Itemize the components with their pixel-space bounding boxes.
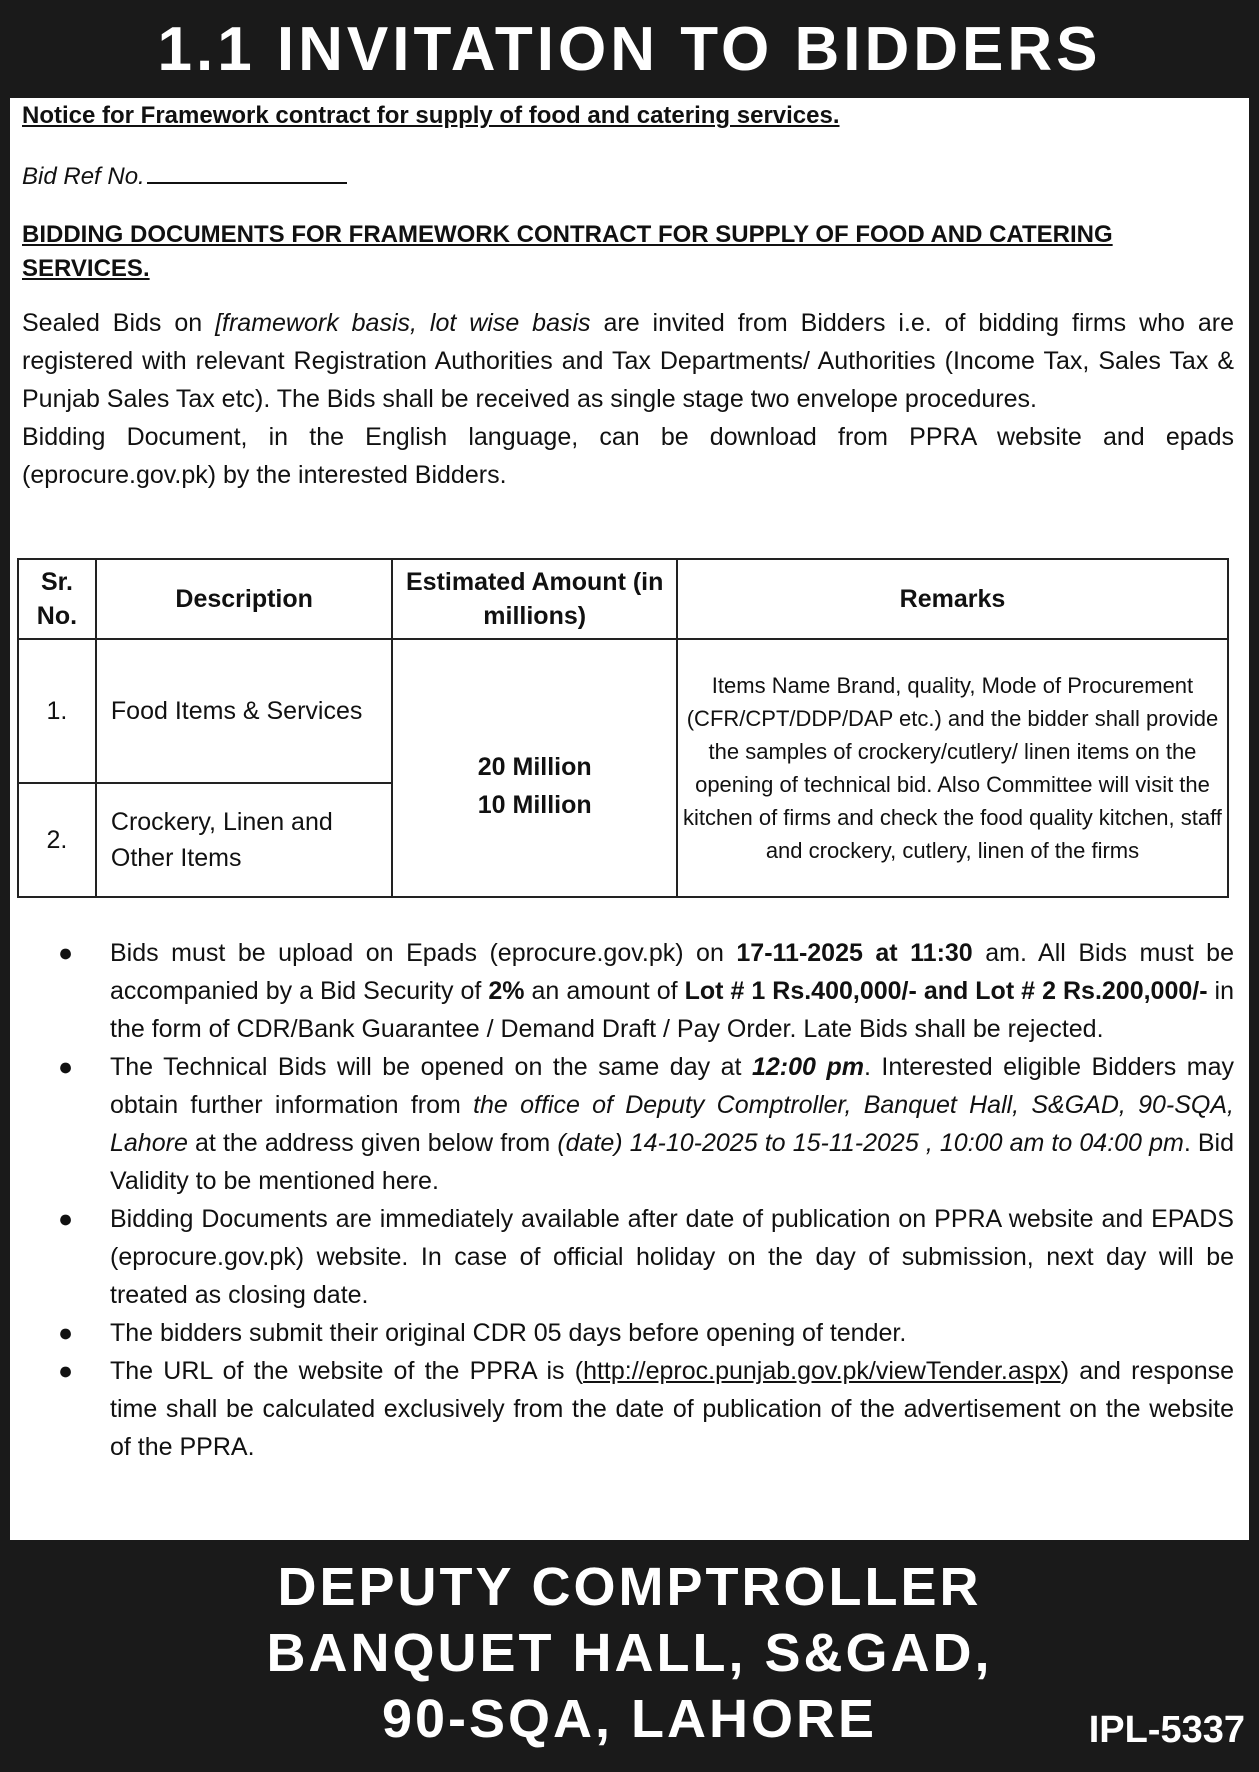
bullet-2-text: The Technical Bids will be opened on the same day at: [110, 1053, 752, 1081]
ppra-url-link[interactable]: http://eproc.punjab.gov.pk/viewTender.aspx: [583, 1357, 1061, 1385]
footer-banner: [0, 1540, 1259, 1772]
bullet-4-text: The bidders submit their original CDR 05 days before opening of tender.: [110, 1319, 907, 1347]
bid-ref-label: Bid Ref No.: [22, 163, 145, 190]
col-header-description: Description: [96, 559, 393, 639]
row-2-description: Crockery, Linen and Other Items: [96, 783, 393, 897]
row-2-sr: 2.: [18, 783, 96, 897]
footer-line-2: BANQUET HALL, S&GAD,: [266, 1623, 993, 1683]
row-1-sr: 1.: [18, 639, 96, 783]
bullet-icon: ●: [58, 1357, 74, 1385]
list-item: [22, 934, 1234, 1048]
bullet-icon: ●: [58, 1319, 74, 1347]
list-item: [22, 1352, 1234, 1466]
para1-text-b: [framework basis, lot wise basis: [215, 309, 591, 337]
para1-text-c: are invited from Bidders i.e. of bidding firms who are registered with relevant Registration Authorities and Tax Departments/ Authorities (Income Tax, Sales Tax & Punjab Sales Tax etc). The Bids shall be received as single stage two envelope procedures.: [22, 309, 1235, 413]
amount-cell: [392, 639, 677, 897]
bullet-2-office: the office of Deputy Comptroller, Banquet Hall, S&GAD, 90-SQA, Lahore: [110, 1091, 1234, 1157]
bullet-1-text-2: am. All Bids must be accompanied by a Bid Security of: [110, 939, 1234, 1005]
amount-lot-2: 10 Million: [477, 791, 592, 819]
bullet-1-date: 17-11-2025 at 11:30: [736, 939, 973, 967]
bullet-1-percent: 2%: [488, 977, 525, 1005]
bullet-5-text-2: ) and response time shall be calculated exclusively from the date of publication of the advertisement on the website of the PPRA.: [110, 1357, 1234, 1461]
bullet-1-lots: Lot # 1 Rs.400,000/- and Lot # 2 Rs.200,000/-: [684, 977, 1208, 1005]
table-header-row: [18, 559, 1228, 639]
bid-ref: [22, 162, 347, 191]
footer-line-3: 90-SQA, LAHORE: [381, 1689, 878, 1749]
row-1-description: Food Items & Services: [96, 639, 393, 783]
bid-ref-blank-line: [147, 162, 347, 184]
bullet-icon: ●: [58, 939, 74, 967]
bullet-5-text: The URL of the website of the PPRA is (: [110, 1357, 584, 1385]
bullet-2-text-2: . Interested eligible Bidders may obtain further information from: [110, 1053, 1234, 1119]
notice-panel: [10, 98, 1249, 1540]
intro-paragraph-2: Bidding Document, in the English language, can be download from PPRA website and epads (eprocure.gov.pk) by the interested Bidders.: [22, 423, 1234, 489]
col-header-amount: Estimated Amount (in millions): [392, 559, 677, 639]
bullet-1-text: Bids must be upload on Epads (eprocure.gov.pk) on: [110, 939, 737, 967]
table-row: [18, 639, 1228, 783]
bullet-1-text-4: in the form of CDR/Bank Guarantee / Demand Draft / Pay Order. Late Bids shall be rejected.: [110, 977, 1234, 1043]
bullet-2-dates: (date) 14-10-2025 to 15-11-2025 , 10:00 am to 04:00 pm: [557, 1129, 1184, 1157]
list-item: [22, 1314, 1234, 1352]
intro-paragraph-1: [22, 304, 1234, 418]
items-table: [17, 558, 1229, 898]
ad-code: IPL-5337: [1088, 1709, 1245, 1751]
bullet-3-text: Bidding Documents are immediately available after date of publication on PPRA website and EPADS (eprocure.gov.pk) website. In case of official holiday on the day of submission, next day will be treated as closing date.: [110, 1205, 1234, 1309]
bullet-2-time: 12:00 pm: [752, 1053, 864, 1081]
list-item: [22, 1048, 1234, 1200]
col-header-remarks: Remarks: [677, 559, 1228, 639]
bullet-list: [22, 934, 1234, 1466]
header-banner: [0, 0, 1259, 98]
footer-address: [0, 1554, 1259, 1752]
bullet-2-text-4: . Bid Validity to be mentioned here.: [110, 1129, 1235, 1195]
bullet-1-text-3: an amount of: [524, 977, 685, 1005]
bullet-icon: ●: [58, 1053, 74, 1081]
bullet-icon: ●: [58, 1205, 74, 1233]
intro-text: [22, 304, 1234, 494]
remarks-cell: Items Name Brand, quality, Mode of Procurement (CFR/CPT/DDP/DAP etc.) and the bidder shall provide the samples of crockery/cutlery/ linen items on the opening of technical bid. Also Committee will visit the kitchen of firms and check the food quality kitchen, staff and crockery, cutlery, linen of the firms: [677, 639, 1228, 897]
bullet-2-text-3: at the address given below from: [187, 1129, 558, 1157]
page-title: 1.1 INVITATION TO BIDDERS: [157, 14, 1102, 84]
amount-lot-1: 20 Million: [477, 753, 592, 781]
col-header-sr: Sr. No.: [18, 559, 96, 639]
para1-text-a: Sealed Bids on: [22, 309, 216, 337]
notice-title: Notice for Framework contract for supply of food and catering services.: [22, 102, 840, 129]
bidding-documents-title: BIDDING DOCUMENTS FOR FRAMEWORK CONTRACT FOR SUPPLY OF FOOD AND CATERING SERVICES.: [22, 221, 1113, 282]
footer-line-1: DEPUTY COMPTROLLER: [277, 1557, 982, 1617]
list-item: [22, 1200, 1234, 1314]
